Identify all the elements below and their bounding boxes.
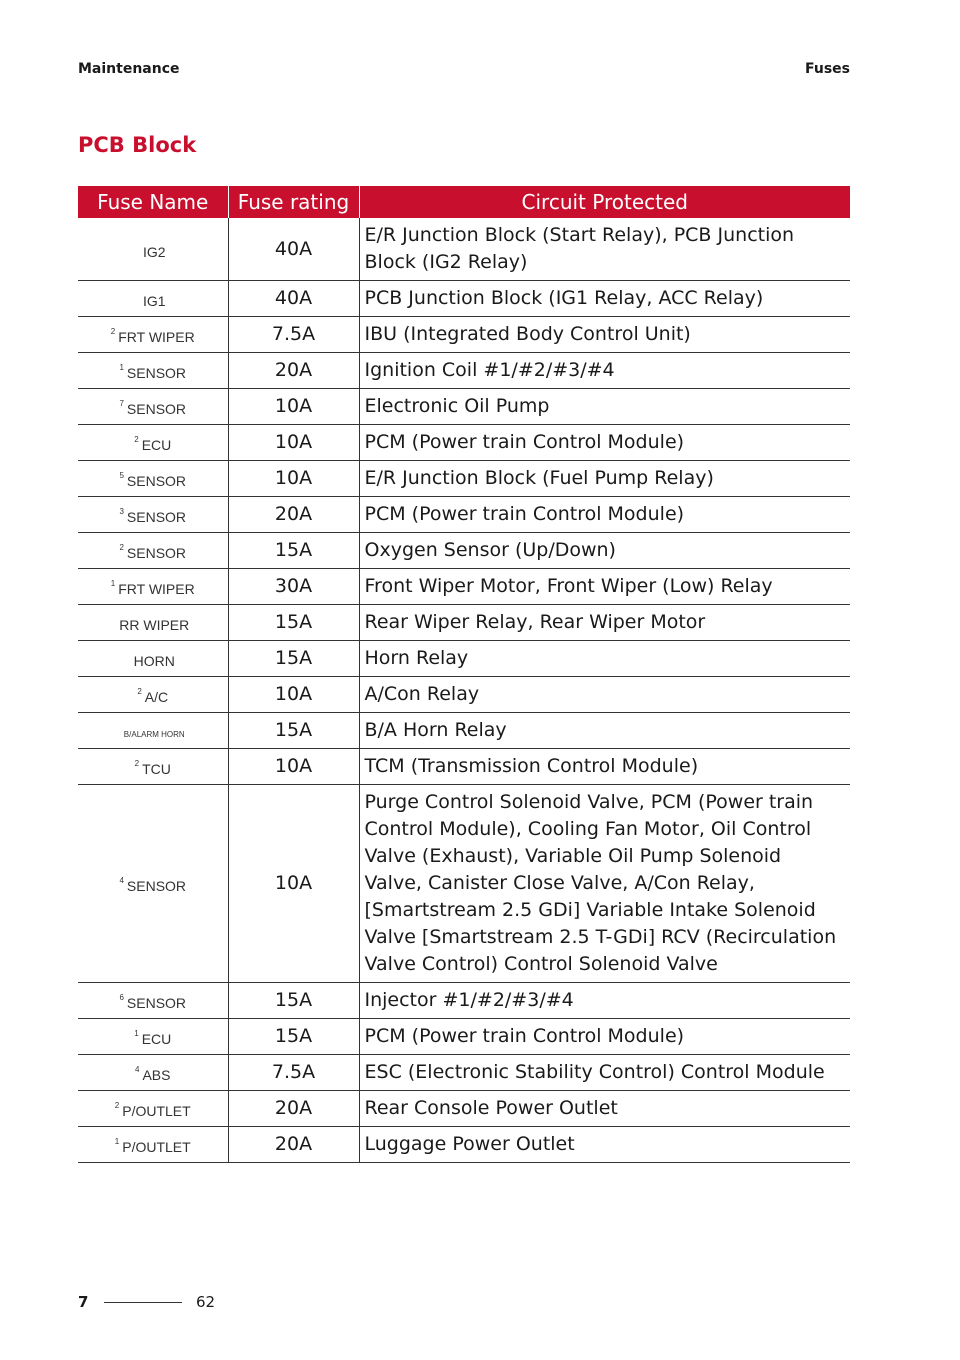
fuse-name-cell xyxy=(78,1091,228,1127)
fuse-index: 3 xyxy=(119,507,124,516)
fuse-name: P/OUTLET xyxy=(122,1139,191,1155)
page-title: PCB Block xyxy=(78,133,197,157)
table-row xyxy=(78,497,850,533)
fuse-name: SENSOR xyxy=(126,401,187,417)
fuse-name-cell xyxy=(78,605,228,641)
fuse-name-cell xyxy=(78,425,228,461)
circuit-protected: PCM (Power train Control Module) xyxy=(359,425,850,461)
fuse-name-cell xyxy=(78,713,228,749)
fuse-name: RR WIPER xyxy=(119,617,190,633)
fuse-name-cell xyxy=(78,569,228,605)
table-row xyxy=(78,983,850,1019)
fuse-index: 2 xyxy=(137,687,142,696)
fuse-index: 5 xyxy=(119,471,124,480)
circuit-protected: IBU (Integrated Body Control Unit) xyxy=(359,317,850,353)
fuse-name: ABS xyxy=(142,1067,171,1083)
fuse-rating: 7.5A xyxy=(228,1055,359,1091)
fuse-name: FRT WIPER xyxy=(118,581,195,597)
fuse-rating: 10A xyxy=(228,785,359,983)
circuit-protected: PCM (Power train Control Module) xyxy=(359,1019,850,1055)
fuse-rating: 40A xyxy=(228,281,359,317)
fuse-rating: 20A xyxy=(228,497,359,533)
fuse-rating: 20A xyxy=(228,1091,359,1127)
fuse-name-cell xyxy=(78,1127,228,1163)
fuse-name-cell xyxy=(78,1019,228,1055)
footer-divider xyxy=(104,1302,182,1303)
table-row xyxy=(78,425,850,461)
fuse-rating: 10A xyxy=(228,389,359,425)
fuse-rating: 20A xyxy=(228,353,359,389)
table-row xyxy=(78,461,850,497)
circuit-protected: B/A Horn Relay xyxy=(359,713,850,749)
fuse-index: 7 xyxy=(119,399,124,408)
fuse-name-cell xyxy=(78,317,228,353)
fuse-index: 2 xyxy=(110,327,116,336)
table-header-row xyxy=(78,186,850,218)
circuit-protected: Rear Wiper Relay, Rear Wiper Motor xyxy=(359,605,850,641)
fuse-name: SENSOR xyxy=(126,878,187,894)
circuit-protected: Injector #1/#2/#3/#4 xyxy=(359,983,850,1019)
circuit-protected: Luggage Power Outlet xyxy=(359,1127,850,1163)
fuse-name: ECU xyxy=(141,437,172,453)
circuit-protected: Front Wiper Motor, Front Wiper (Low) Relay xyxy=(359,569,850,605)
table-row xyxy=(78,785,850,983)
column-header: Circuit Protected xyxy=(359,186,850,218)
header-section: Maintenance xyxy=(78,61,180,77)
fuse-index: 1 xyxy=(114,1137,120,1146)
fuse-index: 2 xyxy=(134,435,139,444)
table-row xyxy=(78,749,850,785)
fuse-rating: 15A xyxy=(228,983,359,1019)
table-row xyxy=(78,218,850,281)
fuse-name: SENSOR xyxy=(126,995,187,1011)
fuse-name-cell xyxy=(78,1055,228,1091)
table-row xyxy=(78,317,850,353)
fuse-index: 4 xyxy=(135,1065,140,1074)
fuse-rating: 10A xyxy=(228,425,359,461)
fuse-name: TCU xyxy=(142,761,171,777)
table-row xyxy=(78,677,850,713)
circuit-protected: TCM (Transmission Control Module) xyxy=(359,749,850,785)
table-row xyxy=(78,1127,850,1163)
circuit-protected: A/Con Relay xyxy=(359,677,850,713)
fuse-name: B/ALARM HORN xyxy=(123,730,185,739)
fuse-rating: 20A xyxy=(228,1127,359,1163)
fuse-name-cell xyxy=(78,533,228,569)
fuse-name-cell xyxy=(78,749,228,785)
table-row xyxy=(78,1091,850,1127)
circuit-protected: Purge Control Solenoid Valve, PCM (Power train Control Module), Cooling Fan Motor, Oil Control Valve (Exhaust), Variable Oil Pump Solenoid Valve, Canister Close Valve, A/Con Relay, [Smartstream 2.5 GDi] Variable Intake Solenoid Valve [Smartstream 2.5 T-GDi] RCV (Recirculation Valve Control) Control Solenoid Valve xyxy=(359,785,850,983)
table-row xyxy=(78,1055,850,1091)
fuse-name: IG2 xyxy=(142,243,166,260)
circuit-protected: Ignition Coil #1/#2/#3/#4 xyxy=(359,353,850,389)
fuse-index: 2 xyxy=(134,759,140,768)
fuse-name: ECU xyxy=(141,1031,172,1047)
fuse-index: 4 xyxy=(119,876,124,885)
fuse-rating: 15A xyxy=(228,641,359,677)
fuse-name-cell xyxy=(78,641,228,677)
fuse-name-cell xyxy=(78,677,228,713)
fuse-index: 6 xyxy=(119,993,124,1002)
fuse-index: 2 xyxy=(114,1101,120,1110)
fuse-rating: 10A xyxy=(228,677,359,713)
table-row xyxy=(78,713,850,749)
fuse-rating: 15A xyxy=(228,605,359,641)
fuse-name-cell xyxy=(78,353,228,389)
fuse-name: SENSOR xyxy=(126,473,187,489)
table-row xyxy=(78,389,850,425)
circuit-protected: PCM (Power train Control Module) xyxy=(359,497,850,533)
table-row xyxy=(78,281,850,317)
fuse-name-cell xyxy=(78,983,228,1019)
column-header: Fuse Name xyxy=(78,186,228,218)
fuse-rating: 15A xyxy=(228,1019,359,1055)
table-row xyxy=(78,1019,850,1055)
table-row xyxy=(78,641,850,677)
fuse-table xyxy=(78,186,850,1163)
table-row xyxy=(78,353,850,389)
chapter-number: 7 xyxy=(78,1293,89,1311)
fuse-index: 1 xyxy=(134,1029,139,1038)
table-row xyxy=(78,569,850,605)
fuse-name: SENSOR xyxy=(126,545,187,561)
fuse-index: 1 xyxy=(110,579,116,588)
fuse-rating: 40A xyxy=(228,218,359,281)
fuse-name-cell xyxy=(78,389,228,425)
fuse-index: 2 xyxy=(119,543,124,552)
column-header: Fuse rating xyxy=(228,186,359,218)
fuse-rating: 15A xyxy=(228,533,359,569)
circuit-protected: E/R Junction Block (Fuel Pump Relay) xyxy=(359,461,850,497)
fuse-name: HORN xyxy=(133,653,175,669)
fuse-name: P/OUTLET xyxy=(122,1103,191,1119)
fuse-name: FRT WIPER xyxy=(118,329,195,345)
fuse-name-cell xyxy=(78,281,228,317)
circuit-protected: Electronic Oil Pump xyxy=(359,389,850,425)
circuit-protected: PCB Junction Block (IG1 Relay, ACC Relay) xyxy=(359,281,850,317)
fuse-name: IG1 xyxy=(142,293,166,309)
circuit-protected: E/R Junction Block (Start Relay), PCB Junction Block (IG2 Relay) xyxy=(359,218,850,281)
fuse-name: A/C xyxy=(144,689,169,705)
header-topic: Fuses xyxy=(805,61,850,77)
table-row xyxy=(78,605,850,641)
circuit-protected: Horn Relay xyxy=(359,641,850,677)
fuse-name-cell xyxy=(78,497,228,533)
fuse-name-cell xyxy=(78,218,228,281)
circuit-protected: ESC (Electronic Stability Control) Control Module xyxy=(359,1055,850,1091)
fuse-index: 1 xyxy=(119,363,124,372)
fuse-rating: 30A xyxy=(228,569,359,605)
table-row xyxy=(78,533,850,569)
fuse-name: SENSOR xyxy=(126,365,187,381)
circuit-protected: Oxygen Sensor (Up/Down) xyxy=(359,533,850,569)
fuse-name-cell xyxy=(78,461,228,497)
fuse-name-cell xyxy=(78,785,228,983)
fuse-rating: 10A xyxy=(228,749,359,785)
fuse-rating: 15A xyxy=(228,713,359,749)
page-number: 62 xyxy=(196,1293,216,1311)
fuse-rating: 7.5A xyxy=(228,317,359,353)
circuit-protected: Rear Console Power Outlet xyxy=(359,1091,850,1127)
fuse-name: SENSOR xyxy=(126,509,187,525)
fuse-rating: 10A xyxy=(228,461,359,497)
